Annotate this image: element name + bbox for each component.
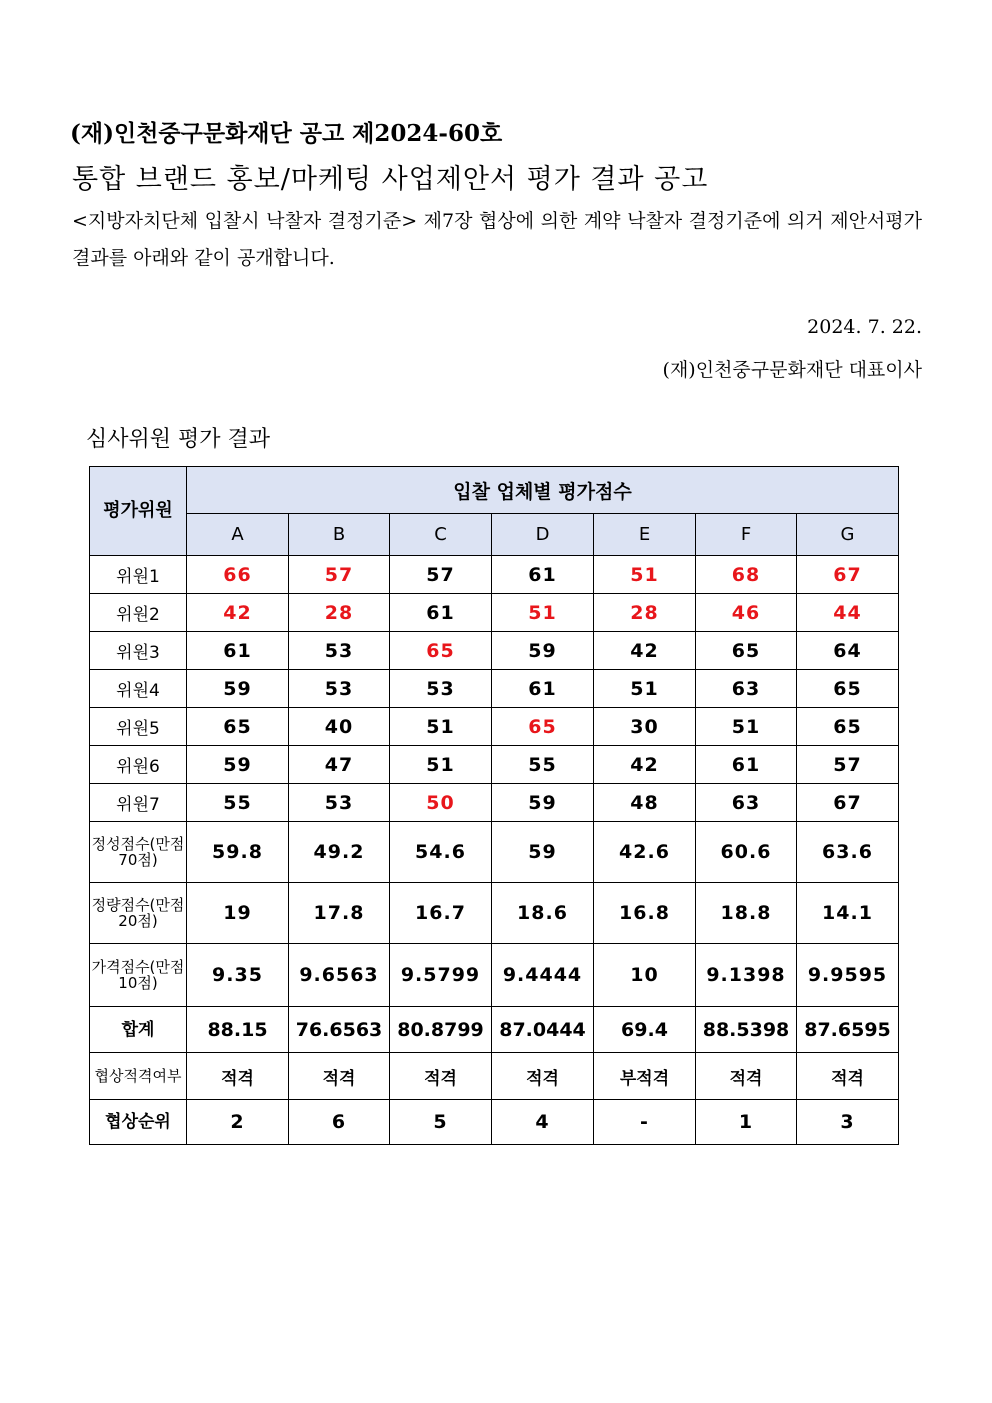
summary-row (90, 1100, 899, 1145)
evaluator-label: 위원7 (90, 784, 187, 822)
summary-value: 49.2 (289, 822, 390, 883)
score-cell: 30 (594, 708, 696, 746)
score-cell: 53 (289, 670, 390, 708)
summary-value: 17.8 (289, 883, 390, 944)
summary-value: 16.8 (594, 883, 696, 944)
intro-paragraph: <지방자치단체 입찰시 낙찰자 결정기준> 제7장 협상에 의한 계약 낙찰자 결정기준에 의거 제안서평가 결과를 아래와 같이 공개합니다. (72, 210, 922, 269)
score-cell: 63 (696, 784, 797, 822)
score-cell: 55 (187, 784, 289, 822)
section-title: 심사위원 평가 결과 (86, 427, 271, 452)
score-cell: 28 (289, 594, 390, 632)
score-cell: 57 (289, 556, 390, 594)
summary-label: 협상순위 (90, 1100, 187, 1145)
score-cell: 64 (797, 632, 899, 670)
score-cell: 42 (594, 632, 696, 670)
summary-value: 76.6563 (289, 1007, 390, 1053)
score-cell: 67 (797, 556, 899, 594)
summary-value: 6 (289, 1100, 390, 1145)
evaluator-row (90, 708, 899, 746)
score-cell: 61 (492, 556, 594, 594)
score-cell: 65 (797, 708, 899, 746)
summary-value: 적격 (492, 1053, 594, 1100)
summary-label: 협상적격여부 (90, 1053, 187, 1100)
column-header: F (696, 514, 797, 556)
notice-date: 2024. 7. 22. (807, 316, 922, 338)
column-header: D (492, 514, 594, 556)
column-header: B (289, 514, 390, 556)
summary-value: 적격 (187, 1053, 289, 1100)
evaluator-label: 위원4 (90, 670, 187, 708)
summary-value: 적격 (696, 1053, 797, 1100)
score-cell: 65 (390, 632, 492, 670)
score-cell: 51 (594, 670, 696, 708)
summary-value: 16.7 (390, 883, 492, 944)
score-cell: 61 (390, 594, 492, 632)
summary-value: 1 (696, 1100, 797, 1145)
summary-label: 정성점수(만점 70점) (90, 822, 187, 883)
summary-value: 4 (492, 1100, 594, 1145)
group-header: 입찰 업체별 평가점수 (187, 467, 899, 514)
score-cell: 59 (492, 632, 594, 670)
evaluator-label: 위원6 (90, 746, 187, 784)
summary-value: 88.15 (187, 1007, 289, 1053)
score-cell: 53 (289, 632, 390, 670)
summary-value: 80.8799 (390, 1007, 492, 1053)
summary-row (90, 1053, 899, 1100)
summary-row (90, 822, 899, 883)
summary-value: 59 (492, 822, 594, 883)
summary-value: 88.5398 (696, 1007, 797, 1053)
summary-value: 부적격 (594, 1053, 696, 1100)
summary-value: 9.4444 (492, 944, 594, 1007)
summary-value: 적격 (797, 1053, 899, 1100)
score-cell: 61 (492, 670, 594, 708)
score-cell: 51 (594, 556, 696, 594)
score-cell: 67 (797, 784, 899, 822)
summary-value: 9.9595 (797, 944, 899, 1007)
summary-value: 9.35 (187, 944, 289, 1007)
summary-value: 87.0444 (492, 1007, 594, 1053)
summary-value: 60.6 (696, 822, 797, 883)
evaluator-label: 위원1 (90, 556, 187, 594)
corner-header: 평가위원 (90, 467, 187, 556)
evaluator-row (90, 746, 899, 784)
document-title: 통합 브랜드 홍보/마케팅 사업제안서 평가 결과 공고 (72, 164, 709, 195)
evaluator-label: 위원5 (90, 708, 187, 746)
score-cell: 53 (390, 670, 492, 708)
summary-row (90, 1007, 899, 1053)
column-header: G (797, 514, 899, 556)
evaluator-row (90, 670, 899, 708)
summary-value: 87.6595 (797, 1007, 899, 1053)
score-cell: 55 (492, 746, 594, 784)
summary-label: 합계 (90, 1007, 187, 1053)
summary-value: 9.1398 (696, 944, 797, 1007)
score-cell: 42 (187, 594, 289, 632)
score-cell: 51 (390, 708, 492, 746)
summary-value: - (594, 1100, 696, 1145)
score-cell: 53 (289, 784, 390, 822)
score-cell: 61 (696, 746, 797, 784)
summary-value: 18.8 (696, 883, 797, 944)
summary-value: 5 (390, 1100, 492, 1145)
score-cell: 57 (797, 746, 899, 784)
evaluator-row (90, 556, 899, 594)
score-cell: 66 (187, 556, 289, 594)
score-cell: 28 (594, 594, 696, 632)
evaluator-row (90, 632, 899, 670)
score-cell: 51 (492, 594, 594, 632)
score-cell: 59 (187, 746, 289, 784)
score-cell: 48 (594, 784, 696, 822)
table-body (90, 556, 899, 1145)
score-cell: 68 (696, 556, 797, 594)
evaluator-label: 위원2 (90, 594, 187, 632)
score-cell: 46 (696, 594, 797, 632)
summary-value: 10 (594, 944, 696, 1007)
score-cell: 57 (390, 556, 492, 594)
evaluator-row (90, 594, 899, 632)
score-cell: 65 (187, 708, 289, 746)
summary-value: 14.1 (797, 883, 899, 944)
summary-row (90, 883, 899, 944)
score-cell: 40 (289, 708, 390, 746)
score-cell: 47 (289, 746, 390, 784)
summary-value: 9.5799 (390, 944, 492, 1007)
summary-value: 59.8 (187, 822, 289, 883)
evaluator-row (90, 784, 899, 822)
score-cell: 59 (492, 784, 594, 822)
summary-value: 3 (797, 1100, 899, 1145)
summary-value: 적격 (289, 1053, 390, 1100)
score-cell: 50 (390, 784, 492, 822)
summary-label: 가격점수(만점 10점) (90, 944, 187, 1007)
score-cell: 59 (187, 670, 289, 708)
score-cell: 63 (696, 670, 797, 708)
summary-value: 69.4 (594, 1007, 696, 1053)
summary-label: 정량점수(만점 20점) (90, 883, 187, 944)
score-cell: 61 (187, 632, 289, 670)
summary-value: 54.6 (390, 822, 492, 883)
score-cell: 44 (797, 594, 899, 632)
score-cell: 51 (696, 708, 797, 746)
summary-value: 18.6 (492, 883, 594, 944)
column-header: A (187, 514, 289, 556)
issuer: (재)인천중구문화재단 대표이사 (662, 359, 922, 381)
evaluator-label: 위원3 (90, 632, 187, 670)
score-cell: 42 (594, 746, 696, 784)
notice-number: (재)인천중구문화재단 공고 제2024-60호 (70, 120, 503, 147)
summary-value: 2 (187, 1100, 289, 1145)
column-header: C (390, 514, 492, 556)
summary-row (90, 944, 899, 1007)
summary-value: 19 (187, 883, 289, 944)
summary-value: 63.6 (797, 822, 899, 883)
summary-value: 적격 (390, 1053, 492, 1100)
column-header: E (594, 514, 696, 556)
score-cell: 65 (696, 632, 797, 670)
score-cell: 51 (390, 746, 492, 784)
score-cell: 65 (797, 670, 899, 708)
summary-value: 42.6 (594, 822, 696, 883)
summary-value: 9.6563 (289, 944, 390, 1007)
evaluation-table (89, 466, 899, 1145)
score-cell: 65 (492, 708, 594, 746)
